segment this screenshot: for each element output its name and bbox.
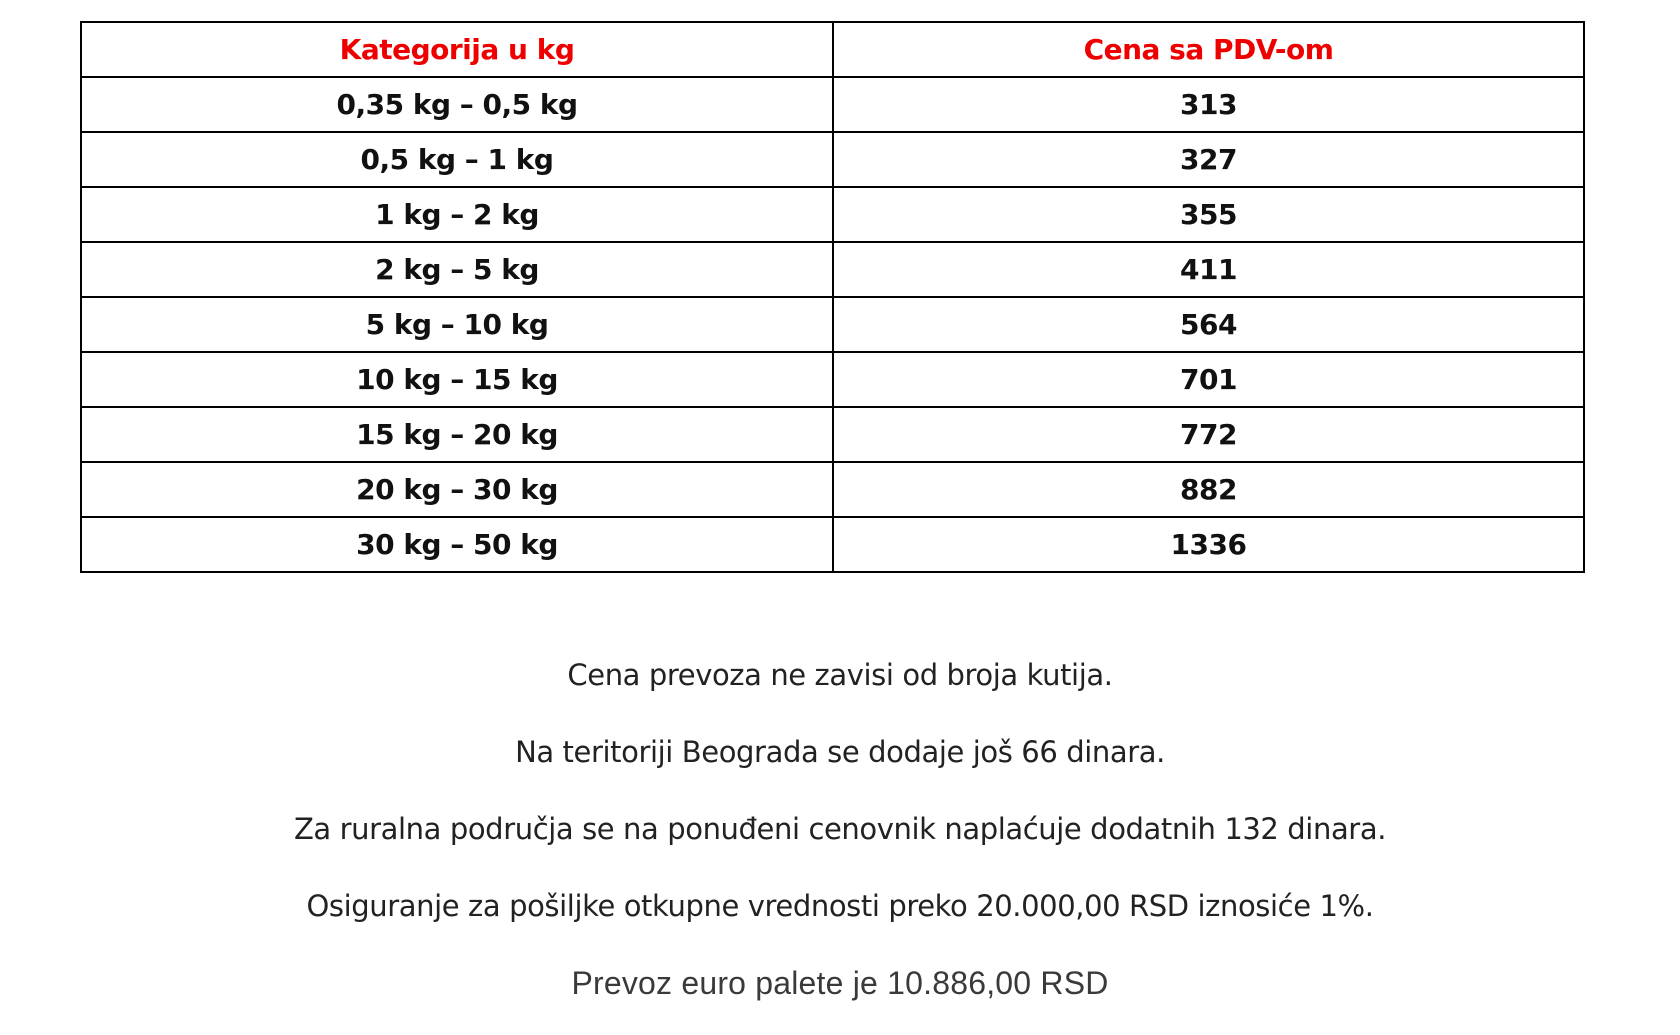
table-row bbox=[81, 407, 1584, 462]
table-row bbox=[81, 297, 1584, 352]
note-belgrade-surcharge: Na teritoriji Beograda se dodaje još 66 dinara. bbox=[515, 735, 1165, 769]
shipping-notes bbox=[0, 650, 1680, 1035]
table-row bbox=[81, 132, 1584, 187]
weight-category-cell: 15 kg – 20 kg bbox=[81, 407, 833, 462]
table-row bbox=[81, 77, 1584, 132]
weight-category-cell: 30 kg – 50 kg bbox=[81, 517, 833, 572]
price-cell: 882 bbox=[833, 462, 1584, 517]
price-cell: 355 bbox=[833, 187, 1584, 242]
price-cell: 411 bbox=[833, 242, 1584, 297]
weight-category-cell: 0,5 kg – 1 kg bbox=[81, 132, 833, 187]
table-row bbox=[81, 517, 1584, 572]
note-box-count: Cena prevoza ne zavisi od broja kutija. bbox=[567, 658, 1113, 692]
price-cell: 1336 bbox=[833, 517, 1584, 572]
table-row bbox=[81, 187, 1584, 242]
price-cell: 564 bbox=[833, 297, 1584, 352]
weight-category-cell: 10 kg – 15 kg bbox=[81, 352, 833, 407]
table-row bbox=[81, 352, 1584, 407]
note-rural-surcharge: Za ruralna područja se na ponuđeni cenovnik naplaćuje dodatnih 132 dinara. bbox=[293, 812, 1387, 846]
weight-category-cell: 0,35 kg – 0,5 kg bbox=[81, 77, 833, 132]
price-cell: 701 bbox=[833, 352, 1584, 407]
table-row bbox=[81, 242, 1584, 297]
price-table bbox=[80, 21, 1585, 573]
price-cell: 327 bbox=[833, 132, 1584, 187]
note-insurance: Osiguranje za pošiljke otkupne vrednosti preko 20.000,00 RSD iznosiće 1%. bbox=[306, 889, 1374, 923]
weight-category-cell: 2 kg – 5 kg bbox=[81, 242, 833, 297]
column-header-category: Kategorija u kg bbox=[81, 22, 833, 77]
price-cell: 772 bbox=[833, 407, 1584, 462]
price-cell: 313 bbox=[833, 77, 1584, 132]
weight-category-cell: 1 kg – 2 kg bbox=[81, 187, 833, 242]
column-header-price: Cena sa PDV-om bbox=[833, 22, 1584, 77]
weight-category-cell: 5 kg – 10 kg bbox=[81, 297, 833, 352]
table-row bbox=[81, 462, 1584, 517]
weight-category-cell: 20 kg – 30 kg bbox=[81, 462, 833, 517]
table-header-row bbox=[81, 22, 1584, 77]
note-euro-pallet: Prevoz euro palete je 10.886,00 RSD bbox=[571, 965, 1109, 1001]
